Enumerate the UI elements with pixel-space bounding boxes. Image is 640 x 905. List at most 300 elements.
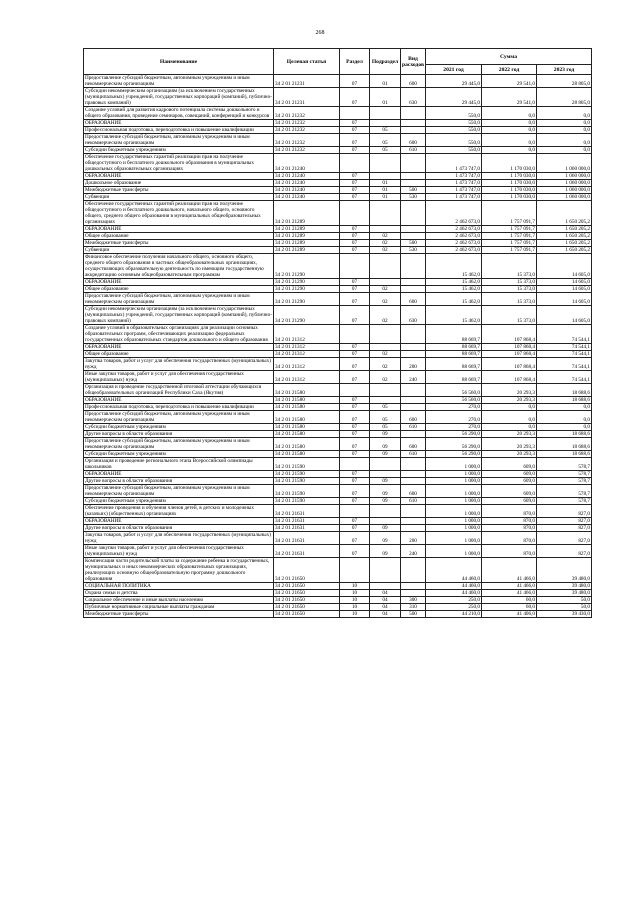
row-name: ОБРАЗОВАНИЕ: [84, 173, 274, 180]
row-sum-2023: 0,0: [537, 147, 592, 154]
row-section: 07: [340, 411, 370, 424]
row-sum-2022: 20 293,3: [482, 384, 537, 397]
row-expense-kind: [401, 325, 426, 344]
row-name: Обеспечение государственных гарантий реализации прав на получение общедоступного и бесплатного дошкольного образования в муниципальных дошкольных образовательных организациях: [84, 154, 274, 173]
row-section: 07: [340, 173, 370, 180]
row-name: Субсидии некоммерческим организациям (за исключением государственных (муниципальных) учреждений, государственных корпораций (компаний), публично-правовых компаний): [85, 88, 272, 106]
row-section: 07: [340, 180, 370, 187]
row-subsection: 09: [370, 532, 401, 545]
row-sum-2023: 74 544,1: [537, 358, 592, 371]
row-sum-2021: 1 000,0: [426, 545, 482, 558]
row-sum-2021: 250,0: [426, 604, 482, 611]
row-expense-kind: 630: [401, 88, 426, 107]
row-target-code: 34 2 01 21312: [274, 351, 340, 358]
row-sum-2021: 1 000,0: [426, 498, 482, 505]
row-name: Создание условий в образовательных организациях для реализации основных образовательных программ, обеспечивающих реализацию федеральных государственных образовательных стандартов дошкольного и общего образования: [84, 325, 274, 344]
row-subsection: 05: [370, 411, 401, 424]
row-name: Субсидии бюджетным учреждениям: [84, 424, 274, 431]
row-sum-2023: 578,7: [537, 478, 592, 485]
table-row: [84, 279, 592, 286]
row-sum-2023: 1 650 205,2: [537, 240, 592, 247]
row-sum-2022: 609,0: [482, 458, 537, 471]
row-sum-2021: 56 290,0: [426, 438, 482, 451]
row-target-code: 34 2 01 21232: [274, 120, 340, 127]
row-expense-kind: [401, 154, 426, 173]
row-section: 07: [340, 358, 370, 371]
row-expense-kind: [401, 384, 426, 397]
row-subsection: 04: [370, 590, 401, 597]
row-name: Межбюджетные трансферты: [84, 240, 274, 247]
row-target-code: 34 2 01 21580: [274, 424, 340, 431]
row-subsection: 09: [370, 485, 401, 498]
row-subsection: 01: [370, 194, 401, 201]
row-sum-2023: 14 605,0: [537, 286, 592, 293]
row-target-code: 34 2 01 21232: [274, 134, 340, 147]
table-row: [84, 127, 592, 134]
table-row: [84, 505, 592, 518]
row-sum-2023: 578,7: [537, 498, 592, 505]
row-name: Предоставление субсидий бюджетным, автономным учреждениям и иным некоммерческим организациям: [84, 75, 274, 88]
row-expense-kind: [401, 478, 426, 485]
table-row: [84, 344, 592, 351]
row-sum-2022: 29 541,0: [482, 75, 537, 88]
row-name: Субсидии некоммерческим организациям (за исключением государственных (муниципальных) учреждений, государственных корпораций (компаний), публично-правовых компаний): [85, 306, 272, 324]
table-row: [84, 458, 592, 471]
row-name: Организация и проведение государственной итоговой аттестации обучающихся общеобразовательных организаций Республики Саха (Якутия): [84, 384, 274, 397]
row-section: [340, 505, 370, 518]
row-sum-2022: 0,0: [482, 424, 537, 431]
row-section: 07: [340, 485, 370, 498]
row-target-code: 34 2 01 21232: [274, 107, 340, 120]
row-sum-2023: 39 430,0: [537, 611, 592, 618]
header-expense-kind: Вид расходов: [401, 49, 426, 75]
row-sum-2022: 20 293,3: [482, 438, 537, 451]
row-sum-2022: 1 757 091,7: [482, 233, 537, 240]
row-section: 07: [340, 233, 370, 240]
row-sum-2022: 1 757 091,7: [482, 201, 537, 226]
row-sum-2021: 250,0: [426, 597, 482, 604]
row-sum-2022: 20 293,3: [482, 431, 537, 438]
row-sum-2021: 550,0: [426, 134, 482, 147]
row-subsection: 05: [370, 147, 401, 154]
row-sum-2021: 2 462 673,0: [426, 226, 482, 233]
row-subsection: [370, 325, 401, 344]
table-row: [84, 233, 592, 240]
row-subsection: 01: [370, 88, 401, 107]
header-section: Раздел: [340, 49, 370, 75]
row-sum-2022: 609,0: [482, 498, 537, 505]
row-target-code: 34 2 01 21289: [274, 201, 340, 226]
row-sum-2021: 29 445,0: [426, 75, 482, 88]
table-row: [84, 247, 592, 254]
row-subsection: 02: [370, 351, 401, 358]
row-target-code: 34 2 01 21650: [274, 611, 340, 618]
row-subsection: [370, 201, 401, 226]
table-row: [84, 88, 592, 107]
row-subsection: 02: [370, 233, 401, 240]
row-target-code: 34 2 01 21240: [274, 154, 340, 173]
row-sum-2021: 88 669,7: [426, 371, 482, 384]
row-target-code: 34 2 01 21231: [274, 88, 340, 107]
table-row: [84, 75, 592, 88]
table-row: [84, 411, 592, 424]
row-name: Субсидии бюджетным учреждениям: [84, 147, 274, 154]
table-row: [84, 431, 592, 438]
row-section: 07: [340, 451, 370, 458]
row-expense-kind: [401, 558, 426, 583]
row-sum-2021: 1 000,0: [426, 525, 482, 532]
row-sum-2023: 39 480,0: [537, 583, 592, 590]
row-sum-2021: 1 473 747,0: [426, 173, 482, 180]
table-row: [84, 404, 592, 411]
row-sum-2023: 578,7: [537, 471, 592, 478]
row-expense-kind: [401, 471, 426, 478]
row-section: [340, 107, 370, 120]
table-row: [84, 254, 592, 279]
row-target-code: 34 2 01 21289: [274, 240, 340, 247]
table-row: [84, 120, 592, 127]
row-sum-2022: 0,0: [482, 127, 537, 134]
row-section: [340, 325, 370, 344]
row-name: ОБРАЗОВАНИЕ: [84, 279, 274, 286]
row-expense-kind: [401, 344, 426, 351]
row-sum-2022: 15 373,0: [482, 254, 537, 279]
table-row: [84, 545, 592, 558]
row-name: ОБРАЗОВАНИЕ: [84, 397, 274, 404]
row-target-code: 34 2 01 21312: [274, 325, 340, 344]
row-name: Обеспечение проведения и обучения членов детей, в детских и молодежных (казачьих) (общественных) организациях: [84, 505, 274, 518]
table-row: [84, 590, 592, 597]
row-section: 07: [340, 438, 370, 451]
row-sum-2021: 56 560,0: [426, 384, 482, 397]
header-target-article: Целевая статья: [274, 49, 340, 75]
row-name: СОЦИАЛЬНАЯ ПОЛИТИКА: [84, 583, 274, 590]
row-target-code: 34 2 01 21631: [274, 505, 340, 518]
row-subsection: 05: [370, 404, 401, 411]
row-subsection: [370, 154, 401, 173]
row-sum-2021: 44 210,0: [426, 611, 482, 618]
row-subsection: [370, 107, 401, 120]
row-sum-2023: 0,0: [537, 120, 592, 127]
row-name: Предоставление субсидий бюджетным, автономным учреждениям и иным некоммерческим организациям: [84, 485, 274, 498]
row-section: 07: [340, 147, 370, 154]
row-section: 10: [340, 583, 370, 590]
row-sum-2023: 18 688,6: [537, 438, 592, 451]
row-subsection: [370, 226, 401, 233]
row-target-code: 34 2 01 21590: [274, 471, 340, 478]
row-section: 07: [340, 525, 370, 532]
row-sum-2023: 0,0: [537, 404, 592, 411]
row-name: Обеспечение государственных гарантий реализации прав на получение общедоступного и бесплатного дошкольного, начального общего, основного общего, среднего общего образования в муниципальных общеобразовательных организациях: [84, 201, 274, 226]
row-sum-2021: 1 000,0: [426, 532, 482, 545]
row-sum-2021: 1 000,0: [426, 458, 482, 471]
row-name: Публичные нормативные социальные выплаты гражданам: [84, 604, 274, 611]
row-sum-2021: 88 669,7: [426, 358, 482, 371]
row-section: 07: [340, 371, 370, 384]
row-sum-2021: 15 462,0: [426, 286, 482, 293]
row-name: Субвенции: [84, 194, 274, 201]
row-sum-2022: 15 373,0: [482, 286, 537, 293]
row-target-code: 34 2 01 21631: [274, 525, 340, 532]
row-sum-2023: 39 480,0: [537, 558, 592, 583]
row-target-code: 34 2 01 21289: [274, 226, 340, 233]
header-sum: Сумма: [426, 49, 592, 65]
row-sum-2022: 870,0: [482, 525, 537, 532]
row-sum-2021: 550,0: [426, 107, 482, 120]
row-sum-2021: 550,0: [426, 120, 482, 127]
row-name: Общее образование: [84, 351, 274, 358]
table-row: [84, 525, 592, 532]
row-sum-2021: 15 462,0: [426, 279, 482, 286]
row-name: ОБРАЗОВАНИЕ: [84, 344, 274, 351]
row-name: Предоставление субсидий бюджетным, автономным учреждениям и иным некоммерческим организациям: [84, 438, 274, 451]
row-sum-2021: 550,0: [426, 147, 482, 154]
row-sum-2022: 0,0: [482, 134, 537, 147]
row-sum-2022: 29 541,0: [482, 88, 537, 107]
row-sum-2022: 15 373,0: [482, 293, 537, 306]
row-subsection: 01: [370, 75, 401, 88]
row-target-code: 34 2 01 21312: [274, 344, 340, 351]
row-sum-2023: 1 650 205,2: [537, 247, 592, 254]
row-section: 07: [340, 127, 370, 134]
row-sum-2023: 1 650 205,2: [537, 233, 592, 240]
table-row: [84, 187, 592, 194]
row-sum-2023: 18 688,6: [537, 384, 592, 397]
row-section: 10: [340, 590, 370, 597]
row-expense-kind: [401, 583, 426, 590]
row-section: 07: [340, 424, 370, 431]
row-expense-kind: 500: [401, 187, 426, 194]
row-expense-kind: 600: [401, 75, 426, 88]
table-row: [84, 532, 592, 545]
row-expense-kind: [401, 404, 426, 411]
row-section: 10: [340, 611, 370, 618]
row-section: 07: [340, 240, 370, 247]
row-sum-2023: 0,0: [537, 127, 592, 134]
row-target-code: 34 2 01 21650: [274, 597, 340, 604]
row-name: Предоставление субсидий бюджетным, автономным учреждениям и иным некоммерческим организациям: [84, 134, 274, 147]
row-expense-kind: [401, 201, 426, 226]
row-name: Межбюджетные трансферты: [84, 187, 274, 194]
row-section: 07: [340, 397, 370, 404]
row-expense-kind: 310: [401, 604, 426, 611]
row-subsection: 02: [370, 293, 401, 306]
row-section: 07: [340, 431, 370, 438]
row-sum-2023: 1 060 000,0: [537, 187, 592, 194]
row-section: 07: [340, 344, 370, 351]
table-row: [84, 134, 592, 147]
row-sum-2023: 18 688,6: [537, 451, 592, 458]
row-subsection: 09: [370, 431, 401, 438]
header-name: Наименование: [84, 49, 274, 75]
row-sum-2022: 870,0: [482, 532, 537, 545]
row-sum-2021: 270,0: [426, 411, 482, 424]
row-sum-2023: 28 805,0: [537, 75, 592, 88]
row-section: 07: [340, 75, 370, 88]
row-sum-2023: 14 605,0: [537, 293, 592, 306]
row-target-code: 34 2 01 21631: [274, 545, 340, 558]
row-target-code: 34 2 01 21650: [274, 583, 340, 590]
row-sum-2022: 1 170 030,0: [482, 187, 537, 194]
row-section: 07: [340, 279, 370, 286]
row-expense-kind: 630: [401, 306, 426, 325]
table-row: [84, 293, 592, 306]
row-sum-2021: 56 560,0: [426, 397, 482, 404]
row-expense-kind: [401, 233, 426, 240]
row-sum-2021: 44 460,0: [426, 583, 482, 590]
row-target-code: 34 2 01 21590: [274, 485, 340, 498]
row-subsection: 05: [370, 424, 401, 431]
row-sum-2022: 870,0: [482, 505, 537, 518]
table-row: [84, 498, 592, 505]
row-target-code: 34 2 01 21631: [274, 532, 340, 545]
row-sum-2022: 870,0: [482, 518, 537, 525]
table-row: [84, 451, 592, 458]
row-target-code: 34 2 01 21240: [274, 187, 340, 194]
row-target-code: 34 2 01 21240: [274, 194, 340, 201]
table-row: [84, 286, 592, 293]
row-subsection: 09: [370, 525, 401, 532]
table-row: [84, 351, 592, 358]
row-name: Субсидии бюджетным учреждениям: [84, 451, 274, 458]
row-sum-2023: 14 605,0: [537, 254, 592, 279]
row-section: [340, 154, 370, 173]
row-sum-2021: 15 462,0: [426, 254, 482, 279]
row-expense-kind: [401, 525, 426, 532]
row-sum-2021: 2 462 673,0: [426, 233, 482, 240]
row-section: 07: [340, 545, 370, 558]
table-row: [84, 583, 592, 590]
row-sum-2022: 0,0: [482, 107, 537, 120]
row-subsection: 04: [370, 611, 401, 618]
row-name: Иные закупки товаров, работ и услуг для обеспечения государственных (муниципальных) нужд: [84, 371, 274, 384]
row-sum-2022: 107 868,4: [482, 358, 537, 371]
row-name: ОБРАЗОВАНИЕ: [84, 518, 274, 525]
row-sum-2021: 56 290,0: [426, 451, 482, 458]
row-target-code: 34 2 01 21580: [274, 438, 340, 451]
row-sum-2023: 50,0: [537, 597, 592, 604]
row-subsection: 02: [370, 358, 401, 371]
row-subsection: 02: [370, 247, 401, 254]
table-row: [84, 240, 592, 247]
row-sum-2023: 1 060 000,0: [537, 154, 592, 173]
header-year-2023: 2023 год: [537, 65, 592, 75]
row-name: Другие вопросы в области образования: [84, 525, 274, 532]
row-sum-2022: 1 170 030,0: [482, 180, 537, 187]
row-sum-2021: 1 000,0: [426, 478, 482, 485]
row-target-code: 34 2 01 21580: [274, 451, 340, 458]
row-name: Закупка товаров, работ и услуг для обеспечения государственных (муниципальных) нужд: [84, 532, 274, 545]
row-target-code: 34 2 01 21232: [274, 147, 340, 154]
row-name: Социальное обеспечение и иные выплаты населению: [84, 597, 274, 604]
row-sum-2023: 1 060 000,0: [537, 180, 592, 187]
row-sum-2022: 20 293,3: [482, 451, 537, 458]
table-row: [84, 424, 592, 431]
row-subsection: 02: [370, 306, 401, 325]
table-row: [84, 485, 592, 498]
row-subsection: 09: [370, 498, 401, 505]
row-sum-2023: 74 544,1: [537, 371, 592, 384]
table-row: [84, 384, 592, 397]
row-sum-2022: 609,0: [482, 471, 537, 478]
row-sum-2021: 1 000,0: [426, 505, 482, 518]
row-expense-kind: 500: [401, 240, 426, 247]
table-row: [84, 597, 592, 604]
row-sum-2021: 1 000,0: [426, 471, 482, 478]
row-name: Субвенции: [84, 247, 274, 254]
table-row: [84, 518, 592, 525]
row-expense-kind: 600: [401, 485, 426, 498]
row-expense-kind: [401, 590, 426, 597]
row-section: 07: [340, 187, 370, 194]
row-sum-2023: 1 650 205,2: [537, 201, 592, 226]
row-sum-2021: 88 669,7: [426, 344, 482, 351]
row-sum-2023: 578,7: [537, 485, 592, 498]
row-expense-kind: [401, 518, 426, 525]
row-sum-2022: 41 406,0: [482, 611, 537, 618]
row-sum-2023: 0,0: [537, 107, 592, 120]
row-sum-2022: 41 466,0: [482, 583, 537, 590]
row-subsection: [370, 397, 401, 404]
row-sum-2023: 1 060 000,0: [537, 173, 592, 180]
row-subsection: [370, 558, 401, 583]
row-name: Другие вопросы в области образования: [84, 431, 274, 438]
row-section: 07: [340, 471, 370, 478]
table-body: [84, 75, 592, 618]
table-row: [84, 371, 592, 384]
row-name: ОБРАЗОВАНИЕ: [84, 226, 274, 233]
row-sum-2023: 0,0: [537, 134, 592, 147]
row-section: 07: [340, 120, 370, 127]
table-row: [84, 358, 592, 371]
header-subsection: Подраздел: [370, 49, 401, 75]
row-target-code: 34 2 01 21290: [274, 293, 340, 306]
table-row: [84, 201, 592, 226]
row-sum-2023: 28 805,0: [537, 88, 592, 107]
row-target-code: 34 2 01 21232: [274, 127, 340, 134]
row-sum-2021: 44 460,0: [426, 590, 482, 597]
row-target-code: 34 2 01 21580: [274, 431, 340, 438]
table-row: [84, 147, 592, 154]
row-sum-2021: 1 473 747,0: [426, 154, 482, 173]
row-sum-2023: 0,0: [537, 424, 592, 431]
row-sum-2022: 41 466,0: [482, 590, 537, 597]
row-target-code: 34 2 01 21650: [274, 604, 340, 611]
row-expense-kind: [401, 397, 426, 404]
row-subsection: 05: [370, 127, 401, 134]
row-expense-kind: [401, 351, 426, 358]
row-sum-2021: 1 473 747,0: [426, 187, 482, 194]
row-target-code: 34 2 01 21631: [274, 518, 340, 525]
row-section: 07: [340, 247, 370, 254]
row-expense-kind: 240: [401, 545, 426, 558]
row-section: [340, 201, 370, 226]
row-sum-2023: 578,7: [537, 458, 592, 471]
row-section: 07: [340, 351, 370, 358]
row-sum-2022: 107 868,4: [482, 371, 537, 384]
row-section: 07: [340, 286, 370, 293]
row-sum-2021: 1 473 747,0: [426, 180, 482, 187]
row-name: Иные закупки товаров, работ и услуг для обеспечения государственных (муниципальных) нужд: [84, 545, 274, 558]
row-sum-2021: 270,0: [426, 404, 482, 411]
row-sum-2023: 827,0: [537, 505, 592, 518]
row-name: Субсидии бюджетным учреждениям: [84, 498, 274, 505]
row-subsection: [370, 384, 401, 397]
row-expense-kind: [401, 180, 426, 187]
row-section: 07: [340, 478, 370, 485]
row-expense-kind: [401, 127, 426, 134]
row-sum-2022: 609,0: [482, 478, 537, 485]
